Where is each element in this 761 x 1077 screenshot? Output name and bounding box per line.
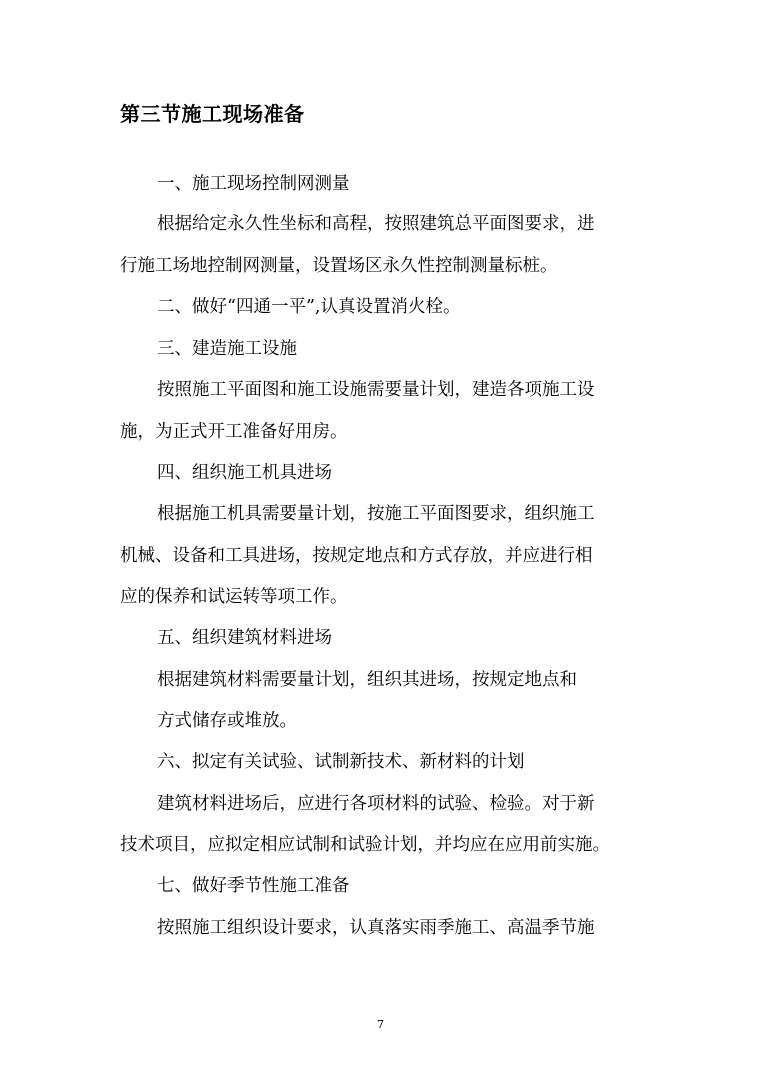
paragraph-line: 行施工场地控制网测量，设置场区永久性控制测量标桩。 [120, 256, 558, 276]
page-number: 7 [377, 1018, 384, 1031]
paragraph-line: 按照施工组织设计要求，认真落实雨季施工、高温季节施 [157, 918, 595, 938]
paragraph-line: 根据施工机具需要量计划，按施工平面图要求，组织施工 [157, 504, 595, 524]
paragraph-line: 根据给定永久性坐标和高程，按照建筑总平面图要求，进 [157, 214, 595, 234]
paragraph-line: 技术项目，应拟定相应试制和试验计划，并均应在应用前实施。 [120, 835, 610, 855]
paragraph-line: 按照施工平面图和施工设施需要量计划，建造各项施工设 [157, 380, 595, 400]
heading-7: 七、做好季节性施工准备 [157, 876, 350, 896]
heading-3: 三、建造施工设施 [157, 339, 297, 359]
paragraph-line: 施，为正式开工准备好用房。 [120, 422, 348, 442]
paragraph-line: 应的保养和试运转等项工作。 [120, 587, 348, 607]
paragraph-line: 建筑材料进场后，应进行各项材料的试验、检验。对于新 [157, 794, 595, 814]
heading-6: 六、拟定有关试验、试制新技术、新材料的计划 [157, 752, 525, 772]
heading-2: 二、做好“四通一平”,认真设置消火栓。 [157, 297, 461, 317]
paragraph-line: 方式储存或堆放。 [157, 711, 297, 731]
section-title: 第三节施工现场准备 [120, 102, 305, 126]
heading-1: 一、施工现场控制网测量 [157, 174, 350, 194]
heading-4: 四、组织施工机具进场 [157, 463, 332, 483]
heading-5: 五、组织建筑材料进场 [157, 628, 332, 648]
paragraph-line: 根据建筑材料需要量计划，组织其进场，按规定地点和 [157, 670, 577, 690]
paragraph-line: 机械、设备和工具进场，按规定地点和方式存放，并应进行相 [120, 546, 593, 566]
